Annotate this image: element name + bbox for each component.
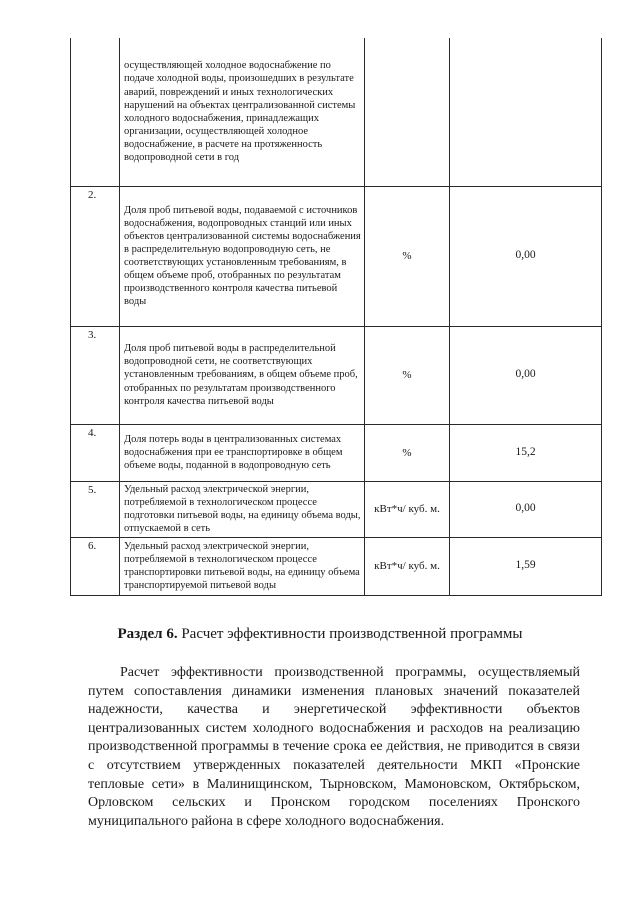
table-row bbox=[71, 326, 602, 424]
row-unit bbox=[365, 38, 450, 186]
row-number: 5. bbox=[71, 481, 120, 537]
row-number: 2. bbox=[71, 186, 120, 326]
section-heading bbox=[0, 626, 640, 643]
row-unit: кВт*ч/ куб. м. bbox=[365, 537, 450, 595]
row-description: Доля проб питьевой воды, подаваемой с источников водоснабжения, водопроводных станций или иных объектов централизованной системы водоснабжения в распределительную водопроводную сеть, не соответствующих установленным требованиям, в общем объеме проб, отобранных по результатам производственного контроля качества питьевой воды bbox=[120, 186, 365, 326]
row-description: осуществляющей холодное водоснабжение по подаче холодной воды, произошедших в результате аварий, повреждений и иных технологических нарушений на объектах централизованной системы холодного водоснабжения, принадлежащих организации, осуществляющей холодное водоснабжение, в расчете на протяженность водопроводной сети в год bbox=[120, 38, 365, 186]
table-row bbox=[71, 38, 602, 186]
row-description: Доля потерь воды в централизованных системах водоснабжения при ее транспортировке в общем объеме воды, поданной в водопроводную сеть bbox=[120, 424, 365, 481]
table-row bbox=[71, 537, 602, 595]
section-label: Раздел 6. bbox=[117, 626, 178, 642]
row-unit: % bbox=[365, 326, 450, 424]
row-number bbox=[71, 38, 120, 186]
section-title: Расчет эффективности производственной программы bbox=[181, 626, 523, 642]
table-row bbox=[71, 424, 602, 481]
row-value: 0,00 bbox=[450, 186, 602, 326]
body-paragraph: Расчет эффективности производственной программы, осуществляемый путем сопоставления динамики изменения плановых значений показателей надежности, качества и энергетической эффективности объектов централизованных систем холодного водоснабжения и расходов на реализацию производственной программы в течение срока ее действия, не приводится в связи с отсутствием утвержденных показателей деятельности МКП «Пронские тепловые сети» в Малинищинском, Тырновском, Мамоновском, Октябрьском, Орловском сельских и Пронском городском поселениях Пронского муниципального района в сфере холодного водоснабжения. bbox=[88, 665, 580, 829]
row-unit: % bbox=[365, 424, 450, 481]
row-number: 3. bbox=[71, 326, 120, 424]
row-value: 1,59 bbox=[450, 537, 602, 595]
row-number: 6. bbox=[71, 537, 120, 595]
row-value: 0,00 bbox=[450, 326, 602, 424]
row-description: Удельный расход электрической энергии, потребляемой в технологическом процессе подготовки питьевой воды, на единицу объема воды, отпускаемой в сеть bbox=[120, 481, 365, 537]
indicators-table bbox=[70, 38, 602, 596]
row-unit: % bbox=[365, 186, 450, 326]
table-row bbox=[71, 186, 602, 326]
row-number: 4. bbox=[71, 424, 120, 481]
row-value bbox=[450, 38, 602, 186]
row-description: Доля проб питьевой воды в распределительной водопроводной сети, не соответствующих установленным требованиям, в общем объеме проб, отобранных по результатам производственного контроля качества питьевой воды bbox=[120, 326, 365, 424]
row-value: 15,2 bbox=[450, 424, 602, 481]
row-unit: кВт*ч/ куб. м. bbox=[365, 481, 450, 537]
row-value: 0,00 bbox=[450, 481, 602, 537]
table-row bbox=[71, 481, 602, 537]
row-description: Удельный расход электрической энергии, потребляемой в технологическом процессе транспортировки питьевой воды, на единицу объема транспортируемой питьевой воды bbox=[120, 537, 365, 595]
